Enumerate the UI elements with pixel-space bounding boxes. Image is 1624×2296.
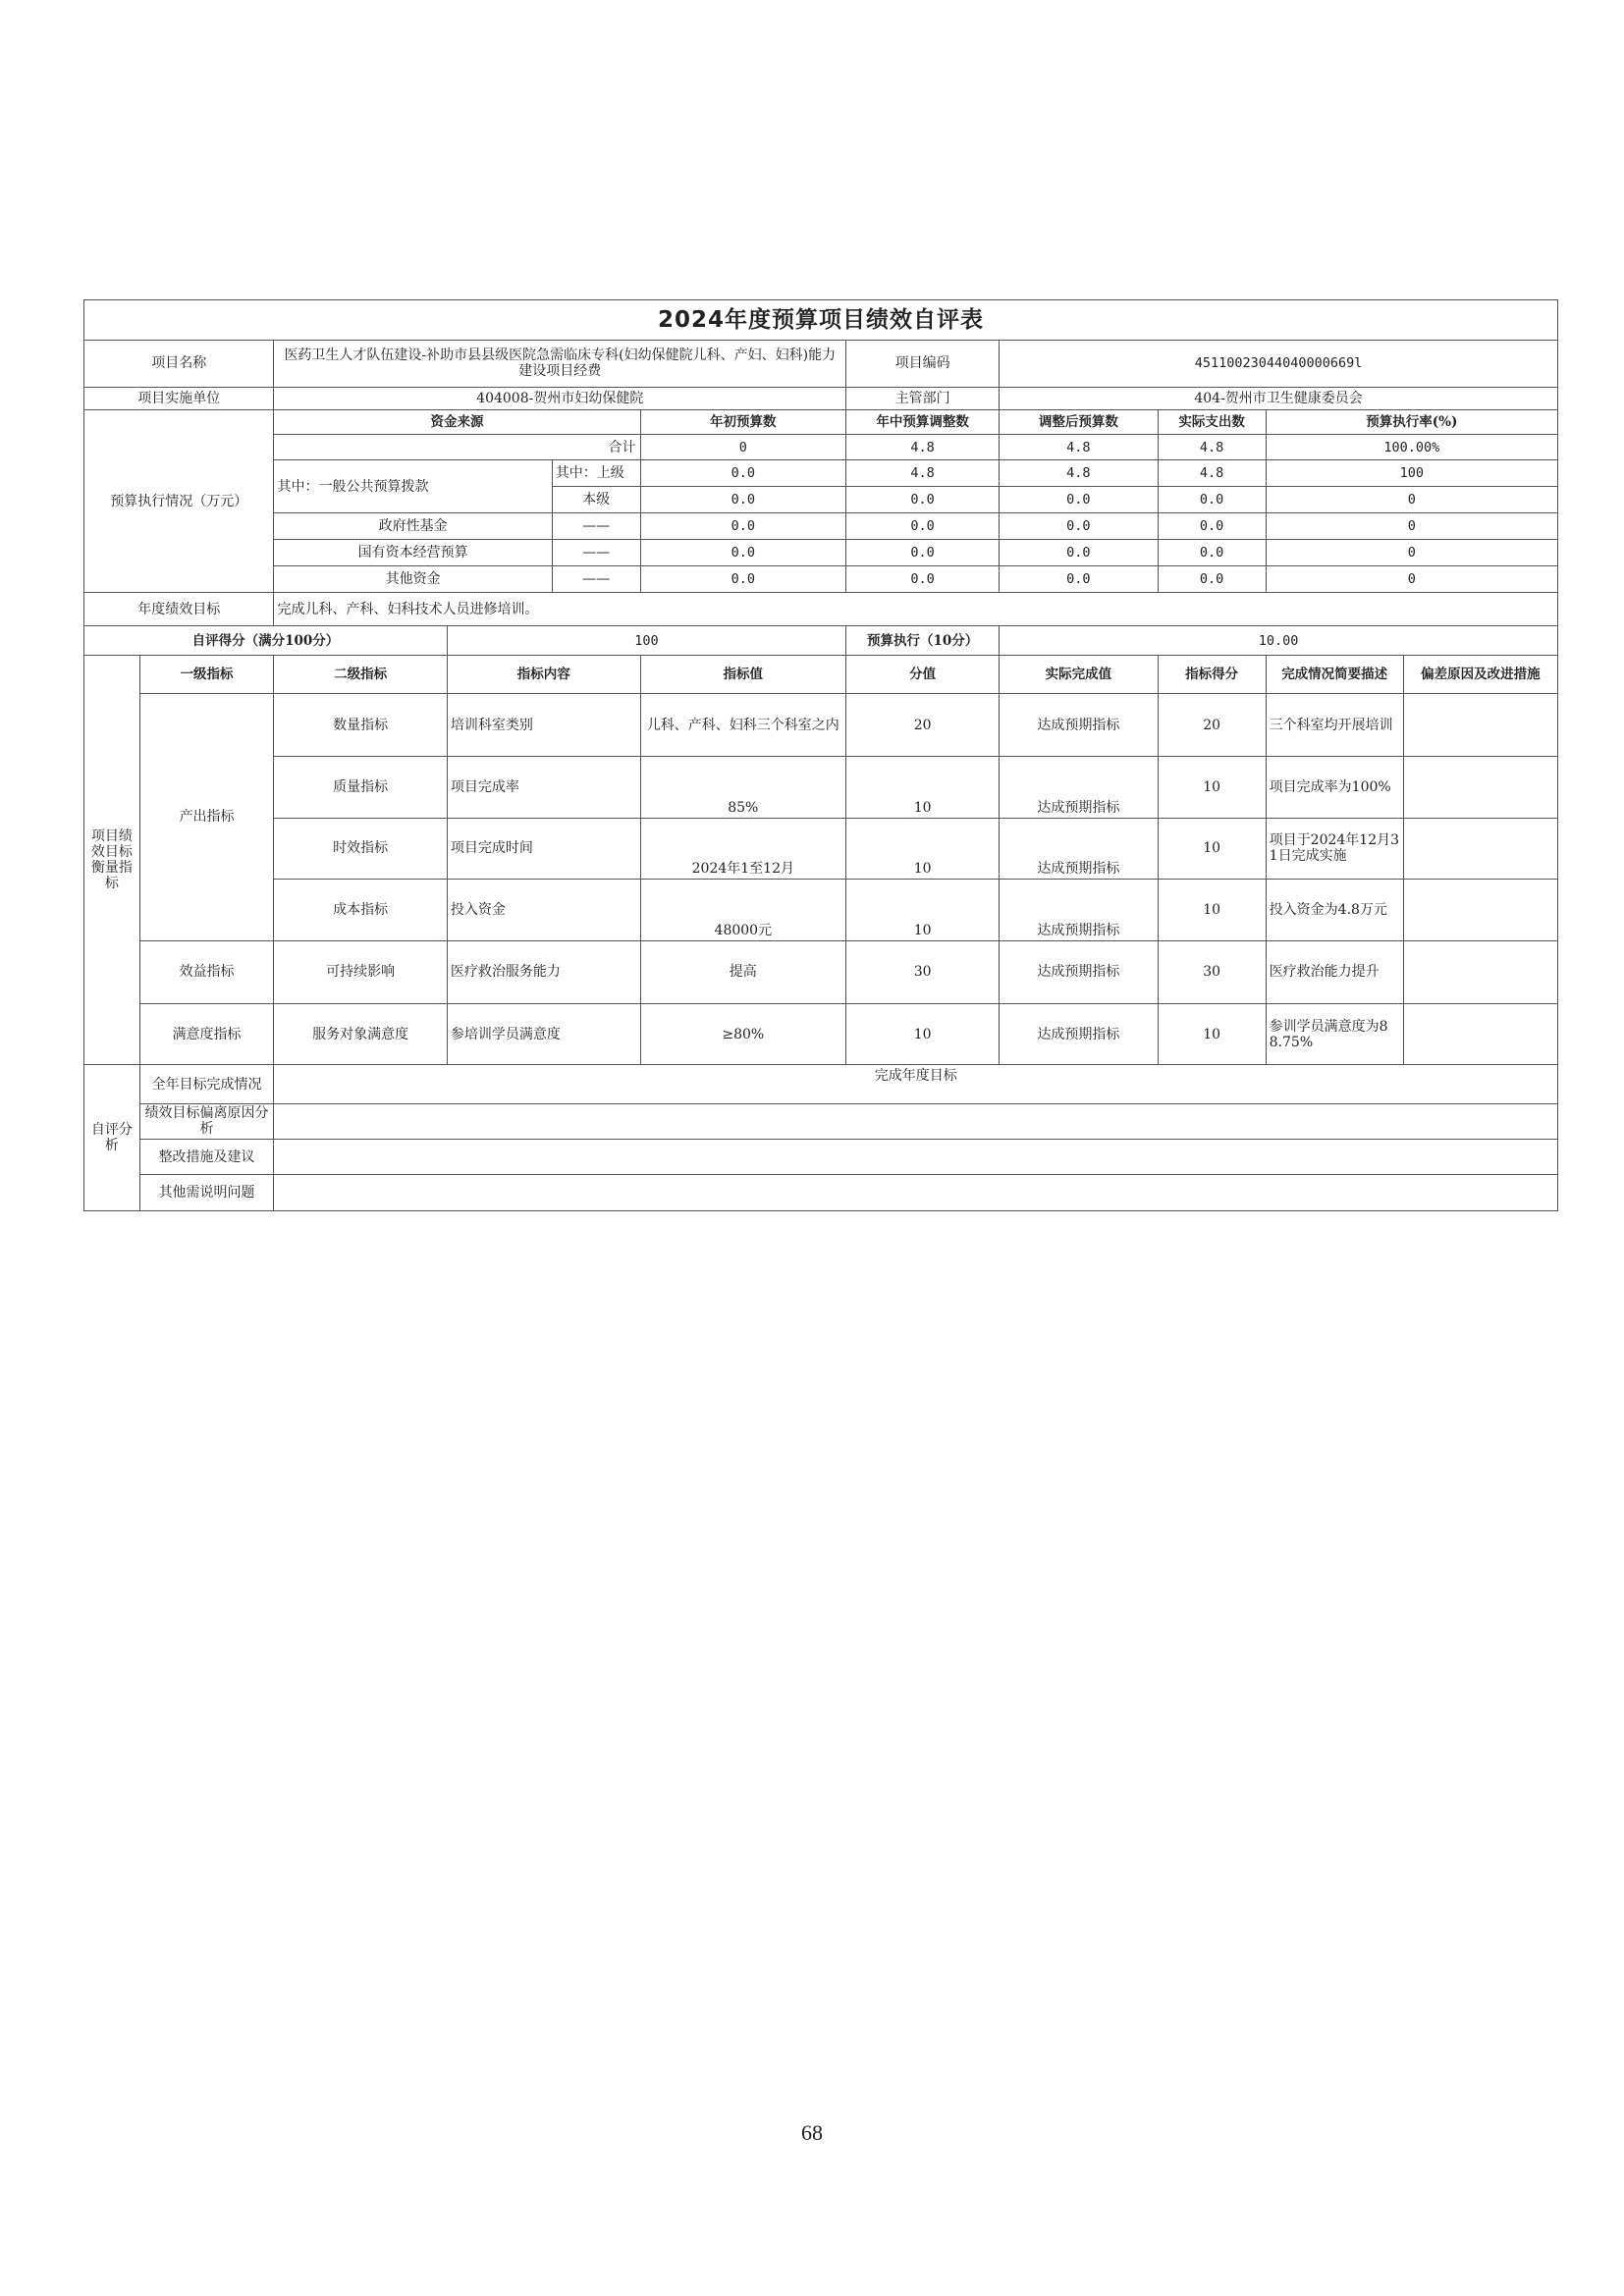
budget-upper-actual: 4.8	[1158, 460, 1266, 487]
indicator-desc: 医疗救治能力提升	[1266, 940, 1403, 1003]
indicator-weight: 10	[846, 757, 1000, 818]
indicator-header-actual: 实际完成值	[1000, 655, 1158, 693]
indicator-l2: 可持续影响	[274, 940, 447, 1003]
indicator-target: 2024年1至12月	[640, 818, 846, 879]
indicator-content: 项目完成时间	[447, 818, 640, 879]
indicator-l2: 服务对象满意度	[274, 1003, 447, 1064]
budget-total-adjusted: 4.8	[1000, 435, 1158, 460]
indicator-actual: 达成预期指标	[1000, 1003, 1158, 1064]
performance-evaluation-sheet	[83, 299, 1558, 1211]
indicator-desc: 参训学员满意度为88.75%	[1266, 1003, 1403, 1064]
indicator-l2: 数量指标	[274, 694, 447, 757]
indicator-score: 10	[1158, 818, 1266, 879]
budget-header-rate: 预算执行率(%)	[1266, 410, 1557, 435]
budget-upper-adjust: 4.8	[846, 460, 1000, 487]
indicator-deviation	[1403, 818, 1557, 879]
budget-total-adjust: 4.8	[846, 435, 1000, 460]
budget-exec-value: 10.00	[1000, 626, 1558, 655]
indicator-weight: 30	[846, 940, 1000, 1003]
indicator-deviation	[1403, 694, 1557, 757]
indicator-target: 提高	[640, 940, 846, 1003]
indicator-l2: 时效指标	[274, 818, 447, 879]
analysis-row	[84, 1140, 1558, 1175]
indicator-actual: 达成预期指标	[1000, 757, 1158, 818]
indicator-desc: 投入资金为4.8万元	[1266, 880, 1403, 940]
page-title: 2024年度预算项目绩效自评表	[84, 300, 1558, 341]
budget-soe-adjusted: 0.0	[1000, 540, 1158, 566]
indicator-header-target: 指标值	[640, 655, 846, 693]
analysis-section-label: 自评分析	[84, 1065, 140, 1211]
budget-other-rate: 0	[1266, 566, 1557, 593]
indicator-actual: 达成预期指标	[1000, 818, 1158, 879]
indicator-weight: 10	[846, 1003, 1000, 1064]
analysis-value	[274, 1140, 1558, 1175]
indicator-deviation	[1403, 880, 1557, 940]
budget-gov-fund-adjust: 0.0	[846, 513, 1000, 540]
indicator-weight: 10	[846, 818, 1000, 879]
budget-soe-label: 国有资本经营预算	[274, 540, 552, 566]
budget-exec-label: 预算执行（10分）	[846, 626, 1000, 655]
budget-upper-rate: 100	[1266, 460, 1557, 487]
budget-other-initial: 0.0	[640, 566, 846, 593]
budget-row-gov-fund	[84, 513, 1558, 540]
analysis-row	[84, 1175, 1558, 1211]
budget-total-label: 合计	[274, 435, 640, 460]
indicator-actual: 达成预期指标	[1000, 694, 1158, 757]
indicator-actual: 达成预期指标	[1000, 940, 1158, 1003]
indicator-header-desc: 完成情况简要描述	[1266, 655, 1403, 693]
analysis-label: 全年目标完成情况	[139, 1065, 274, 1103]
budget-total-initial: 0	[640, 435, 846, 460]
indicator-deviation	[1403, 757, 1557, 818]
budget-gov-fund-initial: 0.0	[640, 513, 846, 540]
project-unit-label: 项目实施单位	[84, 388, 274, 410]
indicator-score: 10	[1158, 880, 1266, 940]
indicator-header-deviation: 偏差原因及改进措施	[1403, 655, 1557, 693]
analysis-value	[274, 1175, 1558, 1211]
indicator-section-label: 项目绩效目标衡量指标	[84, 655, 140, 1065]
budget-soe-rate: 0	[1266, 540, 1557, 566]
indicator-header-l2: 二级指标	[274, 655, 447, 693]
indicator-content: 医疗救治服务能力	[447, 940, 640, 1003]
indicator-target: ≥80%	[640, 1003, 846, 1064]
analysis-row	[84, 1065, 1558, 1103]
supervising-dept-value: 404-贺州市卫生健康委员会	[1000, 388, 1558, 410]
indicator-weight: 20	[846, 694, 1000, 757]
analysis-value	[274, 1103, 1558, 1139]
self-score-label: 自评得分（满分100分）	[84, 626, 448, 655]
budget-gov-fund-actual: 0.0	[1158, 513, 1266, 540]
budget-section-label: 预算执行情况（万元）	[84, 410, 274, 593]
budget-header-adjust: 年中预算调整数	[846, 410, 1000, 435]
indicator-score: 20	[1158, 694, 1266, 757]
budget-gov-fund-dash: ——	[552, 513, 640, 540]
budget-gov-fund-label: 政府性基金	[274, 513, 552, 540]
budget-total-actual: 4.8	[1158, 435, 1266, 460]
project-code-value: 45110023044040000669l	[1000, 340, 1558, 388]
analysis-label: 整改措施及建议	[139, 1140, 274, 1175]
budget-soe-dash: ——	[552, 540, 640, 566]
analysis-label: 绩效目标偏离原因分析	[139, 1103, 274, 1139]
evaluation-table	[83, 299, 1558, 1211]
indicator-header-content: 指标内容	[447, 655, 640, 693]
budget-upper-initial: 0.0	[640, 460, 846, 487]
budget-upper-adjusted: 4.8	[1000, 460, 1158, 487]
budget-row-other	[84, 566, 1558, 593]
budget-local-rate: 0	[1266, 487, 1557, 513]
budget-header-source: 资金来源	[274, 410, 640, 435]
budget-other-dash: ——	[552, 566, 640, 593]
indicator-desc: 三个科室均开展培训	[1266, 694, 1403, 757]
budget-header-initial: 年初预算数	[640, 410, 846, 435]
table-row	[84, 1003, 1558, 1064]
indicator-content: 培训科室类别	[447, 694, 640, 757]
table-row	[84, 818, 1558, 879]
budget-row-soe	[84, 540, 1558, 566]
analysis-value: 完成年度目标	[274, 1065, 1558, 1103]
indicator-weight: 10	[846, 880, 1000, 940]
indicator-l1-output: 产出指标	[139, 694, 274, 940]
indicator-l2: 质量指标	[274, 757, 447, 818]
indicator-target: 儿科、产科、妇科三个科室之内	[640, 694, 846, 757]
budget-local-label: 本级	[552, 487, 640, 513]
budget-local-initial: 0.0	[640, 487, 846, 513]
budget-local-adjusted: 0.0	[1000, 487, 1158, 513]
supervising-dept-label: 主管部门	[846, 388, 1000, 410]
budget-local-actual: 0.0	[1158, 487, 1266, 513]
analysis-label: 其他需说明问题	[139, 1175, 274, 1211]
project-unit-value: 404008-贺州市妇幼保健院	[274, 388, 846, 410]
budget-gov-fund-adjusted: 0.0	[1000, 513, 1158, 540]
budget-local-adjust: 0.0	[846, 487, 1000, 513]
budget-soe-adjust: 0.0	[846, 540, 1000, 566]
indicator-header-score: 指标得分	[1158, 655, 1266, 693]
indicator-header-l1: 一级指标	[139, 655, 274, 693]
indicator-header-row	[84, 655, 1558, 693]
budget-upper-label: 其中：上级	[552, 460, 640, 487]
budget-other-adjust: 0.0	[846, 566, 1000, 593]
table-row	[84, 940, 1558, 1003]
indicator-deviation	[1403, 1003, 1557, 1064]
budget-header-actual: 实际支出数	[1158, 410, 1266, 435]
budget-other-label: 其他资金	[274, 566, 552, 593]
indicator-actual: 达成预期指标	[1000, 880, 1158, 940]
indicator-header-weight: 分值	[846, 655, 1000, 693]
budget-gov-fund-rate: 0	[1266, 513, 1557, 540]
indicator-content: 项目完成率	[447, 757, 640, 818]
annual-goal-value: 完成儿科、产科、妇科技术人员进修培训。	[274, 593, 1558, 626]
indicator-desc: 项目完成率为100%	[1266, 757, 1403, 818]
budget-general-label: 其中：一般公共预算拨款	[274, 460, 552, 513]
table-row	[84, 880, 1558, 940]
project-code-label: 项目编码	[846, 340, 1000, 388]
table-row	[84, 694, 1558, 757]
indicator-l1-satisfaction: 满意度指标	[139, 1003, 274, 1064]
budget-header-adjusted: 调整后预算数	[1000, 410, 1158, 435]
analysis-row	[84, 1103, 1558, 1139]
self-score-value: 100	[447, 626, 845, 655]
project-name-label: 项目名称	[84, 340, 274, 388]
indicator-deviation	[1403, 940, 1557, 1003]
indicator-score: 10	[1158, 1003, 1266, 1064]
indicator-target: 48000元	[640, 880, 846, 940]
indicator-desc: 项目于2024年12月31日完成实施	[1266, 818, 1403, 879]
indicator-l1-effect: 效益指标	[139, 940, 274, 1003]
indicator-l2: 成本指标	[274, 880, 447, 940]
budget-other-adjusted: 0.0	[1000, 566, 1158, 593]
indicator-content: 投入资金	[447, 880, 640, 940]
project-name-value: 医药卫生人才队伍建设-补助市县县级医院急需临床专科(妇幼保健院儿科、产妇、妇科)能力建设项目经费	[274, 340, 846, 388]
budget-row-total	[84, 435, 1558, 460]
indicator-content: 参培训学员满意度	[447, 1003, 640, 1064]
indicator-score: 30	[1158, 940, 1266, 1003]
budget-soe-initial: 0.0	[640, 540, 846, 566]
budget-total-rate: 100.00%	[1266, 435, 1557, 460]
indicator-target: 85%	[640, 757, 846, 818]
indicator-score: 10	[1158, 757, 1266, 818]
budget-other-actual: 0.0	[1158, 566, 1266, 593]
page-number: 68	[801, 2120, 823, 2145]
table-row	[84, 757, 1558, 818]
budget-row-upper	[84, 460, 1558, 487]
budget-soe-actual: 0.0	[1158, 540, 1266, 566]
annual-goal-label: 年度绩效目标	[84, 593, 274, 626]
